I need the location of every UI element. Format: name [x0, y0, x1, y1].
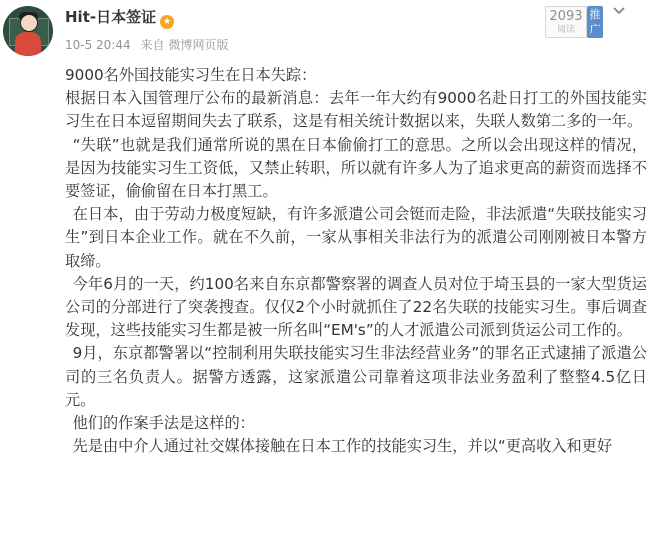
avatar-face: [20, 14, 38, 32]
read-count: 2093: [549, 9, 583, 24]
post-time[interactable]: 10-5 20:44: [65, 38, 131, 52]
post-paragraph: 今年6月的一天，约100名来自东京都警察署的调查人员对位于埼玉县的一家大型货运公司的分部进行了突袭搜查。仅仅2个小时就抓住了22名失联的技能实习生。事后调查发现，这些技能实习生都是被一所名叫“EM's”的人才派遣公司派到货运公司工作的。: [65, 274, 647, 340]
avatar[interactable]: [3, 6, 53, 56]
author-name-line: [65, 6, 174, 29]
post-content: [65, 64, 647, 458]
post-paragraph: 他们的作案手法是这样的：: [72, 414, 255, 433]
verified-badge-icon: ★: [160, 15, 174, 29]
avatar-shirt: [15, 32, 41, 56]
post-meta: [65, 36, 229, 54]
post-paragraph: 先是由中介人通过社交媒体接触在日本工作的技能实习生，并以“更高收入和更好: [72, 437, 613, 456]
post-paragraph: 根据日本入国管理厅公布的最新消息：去年一年大约有9000名赴日打工的外国技能实习生在日本逗留期间失去了联系，这是有相关统计数据以来，失联人数第二多的一年。: [65, 89, 647, 131]
post-paragraph: 9月，东京都警署以“控制利用失联技能实习生非法经营业务”的罪名正式逮捕了派遣公司的三名负责人。据警方透露，这家派遣公司靠着这项非法业务盈利了整整4.5亿日元。: [65, 344, 647, 409]
post-source-prefix: 来自: [140, 38, 165, 52]
author-name[interactable]: Hit-日本签证: [65, 8, 157, 26]
chevron-down-icon[interactable]: [612, 4, 626, 18]
promote-button[interactable]: 推广: [587, 6, 603, 38]
post-paragraph: “失联”也就是我们通常所说的黑在日本偷偷打工的意思。之所以会出现这样的情况，是因为技能实习生工资低，又禁止转职，所以就有许多人为了追求更高的薪资而选择不要签证，偷偷留在日本打黑工。: [65, 135, 647, 201]
post-paragraph: 9000名外国技能实习生在日本失踪：: [65, 66, 317, 84]
read-label: 阅读: [556, 25, 575, 35]
read-count-box: [545, 6, 587, 38]
post-paragraph: 在日本，由于劳动力极度短缺，有许多派遣公司会铤而走险，非法派遣“失联技能实习生”到日本企业工作。就在不久前，一家从事相关非法行为的派遣公司刚刚被日本警方取缔。: [65, 205, 647, 270]
post-source[interactable]: 微博网页版: [168, 38, 229, 52]
